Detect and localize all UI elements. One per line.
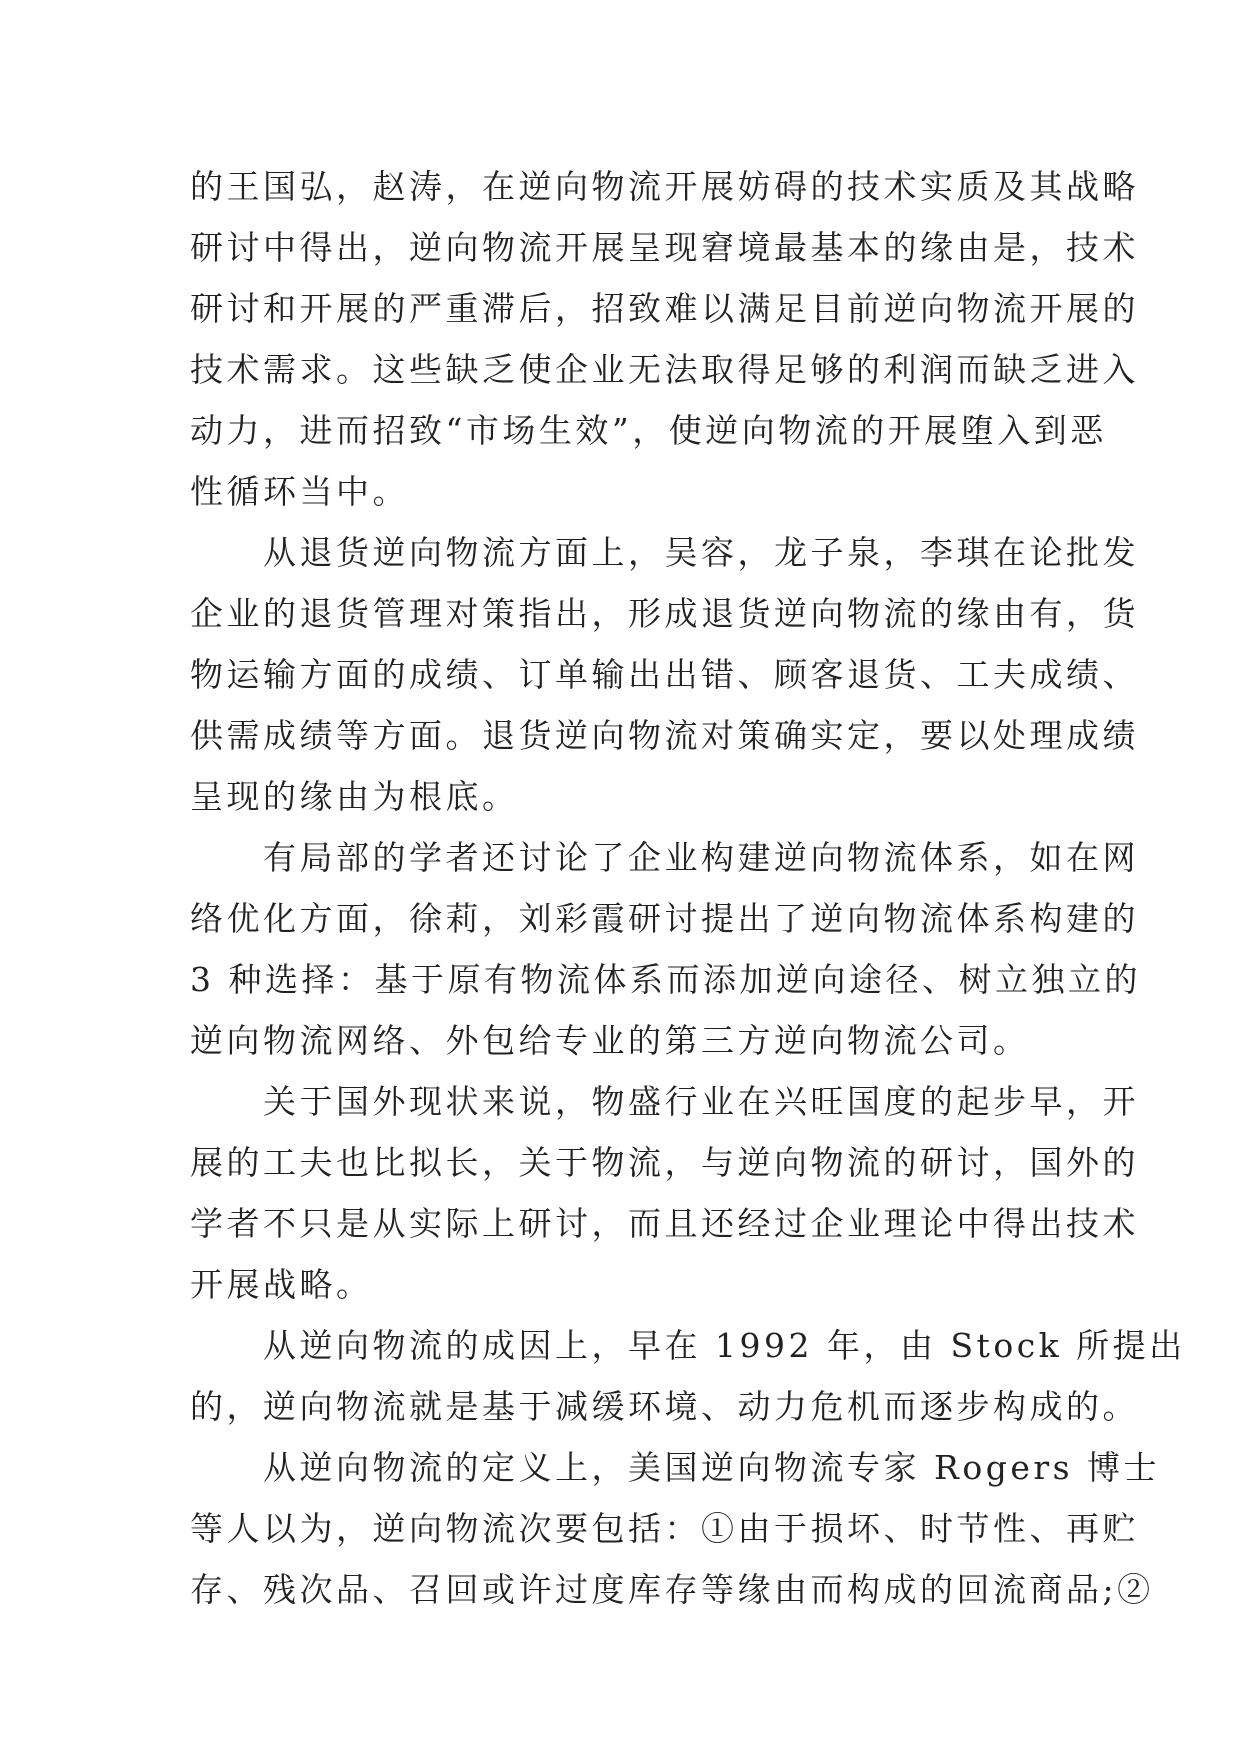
text-line: 研讨中得出，逆向物流开展呈现窘境最基本的缘由是，技术 bbox=[190, 228, 1139, 267]
text-line: 的王国弘，赵涛，在逆向物流开展妨碍的技术实质及其战略 bbox=[190, 167, 1139, 206]
text-line: 动力，进而招致“市场生效”，使逆向物流的开展堕入到恶 bbox=[190, 411, 1107, 450]
text-line: 关于国外现状来说，物盛行业在兴旺国度的起步早，开 bbox=[190, 1082, 1139, 1121]
text-line: 供需成绩等方面。退货逆向物流对策确实定，要以处理成绩 bbox=[190, 716, 1139, 755]
text-line: 等人以为，逆向物流次要包括：①由于损坏、时节性、再贮 bbox=[190, 1509, 1139, 1548]
body-text bbox=[190, 156, 1186, 1620]
text-line: 有局部的学者还讨论了企业构建逆向物流体系，如在网 bbox=[190, 838, 1139, 877]
text-line: 研讨和开展的严重滞后，招致难以满足目前逆向物流开展的 bbox=[190, 289, 1139, 328]
text-line: 从逆向物流的成因上，早在 1992 年，由 Stock 所提出 bbox=[190, 1326, 1186, 1365]
text-line: 存、残次品、召回或许过度库存等缘由而构成的回流商品;② bbox=[190, 1570, 1154, 1609]
text-line: 性循环当中。 bbox=[190, 472, 409, 511]
text-line: 展的工夫也比拟长，关于物流，与逆向物流的研讨，国外的 bbox=[190, 1143, 1139, 1182]
text-line: 从退货逆向物流方面上，吴容，龙子泉，李琪在论批发 bbox=[190, 533, 1139, 572]
text-line: 3 种选择：基于原有物流体系而添加逆向途径、树立独立的 bbox=[190, 960, 1141, 999]
text-line: 技术需求。这些缺乏使企业无法取得足够的利润而缺乏进入 bbox=[190, 350, 1139, 389]
text-line: 学者不只是从实际上研讨，而且还经过企业理论中得出技术 bbox=[190, 1204, 1139, 1243]
text-line: 从逆向物流的定义上，美国逆向物流专家 Rogers 博士 bbox=[190, 1448, 1161, 1487]
text-line: 络优化方面，徐莉，刘彩霞研讨提出了逆向物流体系构建的 bbox=[190, 899, 1139, 938]
text-line: 呈现的缘由为根底。 bbox=[190, 777, 519, 816]
text-line: 企业的退货管理对策指出，形成退货逆向物流的缘由有，货 bbox=[190, 594, 1139, 633]
text-line: 物运输方面的成绩、订单输出出错、顾客退货、工夫成绩、 bbox=[190, 655, 1139, 694]
text-line: 逆向物流网络、外包给专业的第三方逆向物流公司。 bbox=[190, 1021, 1030, 1060]
text-line: 开展战略。 bbox=[190, 1265, 373, 1304]
text-line: 的，逆向物流就是基于减缓环境、动力危机而逐步构成的。 bbox=[190, 1387, 1139, 1426]
